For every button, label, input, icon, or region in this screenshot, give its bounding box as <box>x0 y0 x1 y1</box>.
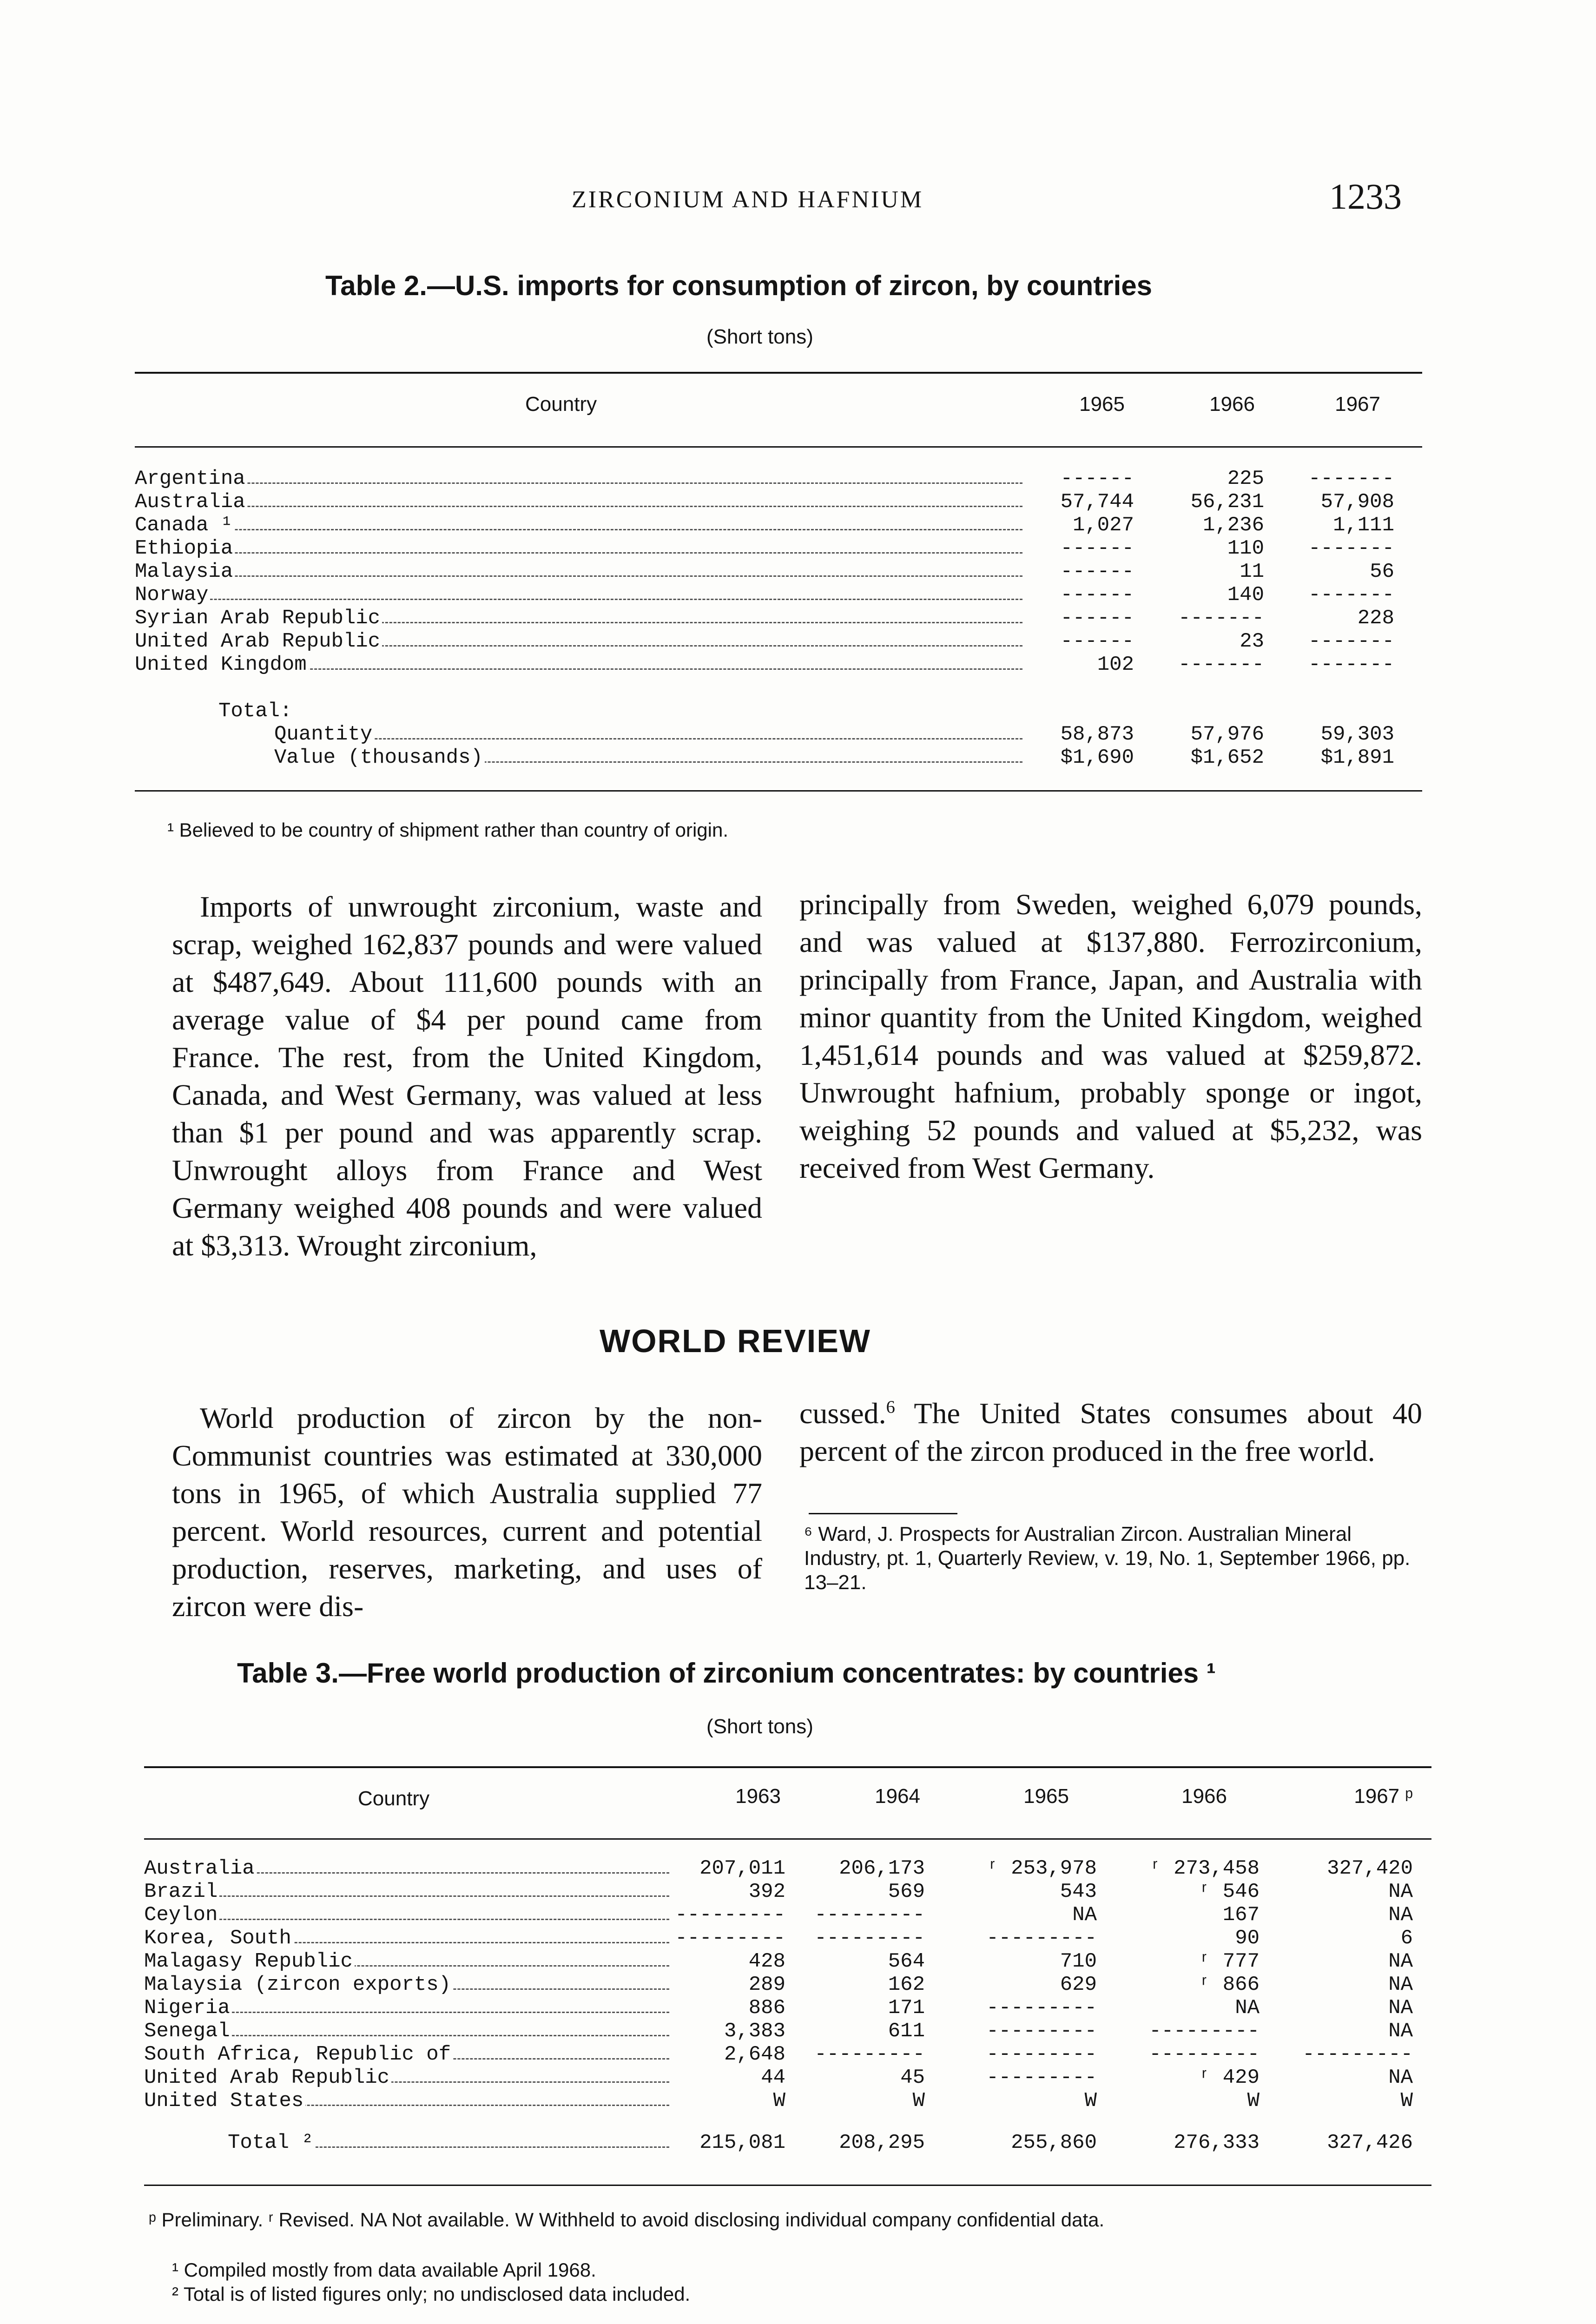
table-row <box>144 1973 1431 1996</box>
table-cell: 3,383 <box>724 2020 785 2043</box>
row-label <box>135 653 1022 676</box>
row-label-text: South Africa, Republic of <box>144 2043 453 2066</box>
table-row <box>144 2043 1431 2066</box>
row-label <box>144 2043 669 2066</box>
table-cell: ------ <box>1060 607 1134 630</box>
row-label-text: Total ² <box>228 2131 316 2154</box>
table-cell: 710 <box>1060 1950 1097 1973</box>
table-cell: 206,173 <box>839 1857 925 1880</box>
body-right-paragraph: principally from Sweden, weighed 6,079 pounds, and was valued at $137,880. Ferrozirconium, principally from France, Japan, and Australia with minor quantity from the United Kingdom, weighed 1,451,614 pounds and was valued at $259,872. Unwrought hafnium, probably sponge or ingot, weighing 52 pounds and valued at $5,232, was received from West Germany. <box>799 888 1422 1184</box>
row-label-text: Nigeria <box>144 1996 232 2020</box>
table-cell: 57,908 <box>1320 490 1394 514</box>
row-label <box>135 537 1022 560</box>
table2-header-rule <box>135 446 1422 448</box>
table-cell: 228 <box>1357 607 1394 630</box>
row-label-text: Argentina <box>135 467 247 490</box>
table-row <box>135 653 1422 676</box>
table-cell: $1,690 <box>1060 746 1134 769</box>
row-label-text: Malaysia <box>135 560 235 583</box>
row-label-text: Malagasy Republic <box>144 1950 355 1973</box>
world-review-right-start: cussed. <box>799 1397 886 1430</box>
table-cell: 564 <box>888 1950 925 1973</box>
table-cell: 886 <box>748 1996 785 2020</box>
table-cell: ------- <box>1178 607 1264 630</box>
table-cell: 167 <box>1222 1903 1260 1927</box>
table-cell: --------- <box>986 2043 1097 2066</box>
table-cell: 569 <box>888 1880 925 1903</box>
table-cell: 289 <box>748 1973 785 1996</box>
table-cell: NA <box>1388 2066 1413 2089</box>
table-cell: 59,303 <box>1320 723 1394 746</box>
row-label <box>135 630 1022 653</box>
table-cell: --------- <box>675 1903 785 1927</box>
row-label <box>135 583 1022 607</box>
table-cell: $1,652 <box>1190 746 1264 769</box>
table-cell: 392 <box>748 1880 785 1903</box>
row-label-text: Ethiopia <box>135 537 235 560</box>
row-label-text: Australia <box>135 490 247 514</box>
table-cell: ʳ 866 <box>1198 1973 1260 1996</box>
table-cell: 543 <box>1060 1880 1097 1903</box>
row-label <box>144 1996 669 2020</box>
table-cell: 45 <box>900 2066 925 2089</box>
table3-title: Table 3.—Free world production of zirconium concentrates: by countries ¹ <box>237 1657 1216 1689</box>
table-row <box>135 467 1422 490</box>
row-label <box>135 490 1022 514</box>
row-label-text: United Arab Republic <box>144 2066 391 2089</box>
table-cell: --------- <box>986 2066 1097 2089</box>
table-cell: 162 <box>888 1973 925 1996</box>
row-label-text: Canada ¹ <box>135 514 235 537</box>
table-row <box>135 560 1422 583</box>
table-row <box>144 1996 1431 2020</box>
table-cell: 56,231 <box>1190 490 1264 514</box>
world-review-left-text: World production of zircon by the non-Communist countries was estimated at 330,000 tons in 1965, of which Australia supplied 77 percent. World resources, current and potential production, reserves, marketing, and uses of zircon were dis- <box>172 1401 762 1623</box>
total-heading <box>135 700 1422 723</box>
table-cell: NA <box>1072 1903 1097 1927</box>
row-label-text: Syrian Arab Republic <box>135 607 382 630</box>
row-label <box>144 2020 669 2043</box>
row-label-text: Brazil <box>144 1880 219 1903</box>
table-cell: --------- <box>1302 2043 1413 2066</box>
row-label <box>144 1880 669 1903</box>
row-label <box>228 2131 669 2154</box>
table-cell: 1,111 <box>1332 514 1394 537</box>
table-cell: ʳ 429 <box>1198 2066 1260 2089</box>
table3-footnote-2: ² Total is of listed figures only; no undisclosed data included. <box>172 2283 691 2305</box>
table-cell: 171 <box>888 1996 925 2020</box>
table-cell: 207,011 <box>699 1857 785 1880</box>
running-title: ZIRCONIUM AND HAFNIUM <box>572 186 924 213</box>
page-number: 1233 <box>1329 176 1402 217</box>
table-cell: 140 <box>1227 583 1264 607</box>
row-label <box>144 1857 669 1880</box>
table-cell: W <box>912 2089 925 2113</box>
table2-unit: (Short tons) <box>706 325 813 348</box>
table3-col-1967: 1967 ᵖ <box>1354 1785 1413 1808</box>
table3-col-1965: 1965 <box>1023 1785 1069 1808</box>
table-cell: ------- <box>1178 653 1264 676</box>
table-cell: ------- <box>1308 653 1394 676</box>
table-cell: ------ <box>1060 583 1134 607</box>
table-cell: --------- <box>1149 2043 1260 2066</box>
table-cell: NA <box>1388 1950 1413 1973</box>
table-cell: NA <box>1235 1996 1260 2020</box>
table-row <box>135 537 1422 560</box>
table-row <box>144 1880 1431 1903</box>
row-label-text: Senegal <box>144 2020 232 2043</box>
footnote-ref-6: 6 <box>886 1397 895 1417</box>
table3-col-1963: 1963 <box>735 1785 781 1808</box>
table-cell: 225 <box>1227 467 1264 490</box>
table-cell: 629 <box>1060 1973 1097 1996</box>
table-cell: ------ <box>1060 630 1134 653</box>
table-cell: W <box>1247 2089 1260 2113</box>
row-label-text: United Kingdom <box>135 653 309 676</box>
row-label-text: Korea, South <box>144 1927 293 1950</box>
table-cell: 102 <box>1097 653 1134 676</box>
row-label-text: Australia <box>144 1857 257 1880</box>
table-cell: 611 <box>888 2020 925 2043</box>
row-label <box>144 1950 669 1973</box>
table-cell: W <box>1400 2089 1413 2113</box>
table-row <box>144 2066 1431 2089</box>
table-row <box>135 490 1422 514</box>
reference-rule <box>809 1513 957 1514</box>
table2-col-1966: 1966 <box>1209 393 1255 416</box>
table-row <box>144 1857 1431 1880</box>
table-row <box>135 514 1422 537</box>
table-cell: ʳ 777 <box>1198 1950 1260 1973</box>
table3-bottom-rule <box>144 2185 1431 2186</box>
table-cell: 428 <box>748 1950 785 1973</box>
table-cell: 1,027 <box>1072 514 1134 537</box>
table-cell: ------- <box>1308 630 1394 653</box>
table2-col-1965: 1965 <box>1079 393 1125 416</box>
table-cell: --------- <box>986 1927 1097 1950</box>
row-label <box>144 1903 669 1927</box>
table-cell: 44 <box>761 2066 785 2089</box>
row-label <box>274 746 1022 769</box>
table3-header-rule <box>144 1838 1431 1840</box>
table-cell: 23 <box>1240 630 1264 653</box>
row-label <box>144 2066 669 2089</box>
table-cell: --------- <box>986 1996 1097 2020</box>
row-label <box>144 2089 669 2113</box>
table-cell: 57,744 <box>1060 490 1134 514</box>
table-row <box>135 630 1422 653</box>
table-cell: --------- <box>986 2020 1097 2043</box>
row-label-text: Value (thousands) <box>274 746 485 769</box>
table2-top-rule <box>135 372 1422 374</box>
table-cell: --------- <box>814 1903 925 1927</box>
table-cell: NA <box>1388 2020 1413 2043</box>
row-label <box>144 1927 669 1950</box>
table3-footnote-1: ¹ Compiled mostly from data available April 1968. <box>172 2259 596 2281</box>
row-label-text: Malaysia (zircon exports) <box>144 1973 453 1996</box>
table-cell: 6 <box>1400 1927 1413 1950</box>
table-cell: ------ <box>1060 467 1134 490</box>
table-cell: W <box>773 2089 785 2113</box>
table3-col-1966: 1966 <box>1181 1785 1227 1808</box>
table-cell: 11 <box>1240 560 1264 583</box>
table-cell: --------- <box>814 1927 925 1950</box>
table-cell: 215,081 <box>699 2131 785 2154</box>
world-review-left-paragraph <box>172 1399 762 1625</box>
world-review-heading: WORLD REVIEW <box>600 1323 871 1359</box>
total-label: Total: <box>218 700 292 723</box>
row-label-text: United States <box>144 2089 305 2113</box>
table-cell: ʳ 253,978 <box>986 1857 1097 1880</box>
row-label-text: Ceylon <box>144 1903 219 1927</box>
table-cell: 255,860 <box>1011 2131 1097 2154</box>
world-review-right-paragraph <box>799 1394 1422 1470</box>
table-cell: NA <box>1388 1996 1413 2020</box>
table-cell: 90 <box>1235 1927 1260 1950</box>
body-left-paragraph <box>172 888 762 1264</box>
table-row <box>135 583 1422 607</box>
table3-col-country: Country <box>358 1787 430 1810</box>
table-row <box>144 1950 1431 1973</box>
table-cell: --------- <box>814 2043 925 2066</box>
table3-unit: (Short tons) <box>706 1715 813 1738</box>
table3-col-1964: 1964 <box>875 1785 920 1808</box>
table-cell: ------- <box>1308 537 1394 560</box>
row-label <box>144 1973 669 1996</box>
row-label <box>135 467 1022 490</box>
table-cell: 327,420 <box>1327 1857 1413 1880</box>
table2-col-1967: 1967 <box>1335 393 1380 416</box>
row-label <box>135 607 1022 630</box>
table3-top-rule <box>144 1766 1431 1768</box>
table-cell: --------- <box>675 1927 785 1950</box>
total-row <box>135 746 1422 769</box>
table-cell: 276,333 <box>1174 2131 1260 2154</box>
table-row <box>144 2089 1431 2113</box>
reference-6: ⁶ Ward, J. Prospects for Australian Zircon. Australian Mineral Industry, pt. 1, Quarterly Review, v. 19, No. 1, September 1966, pp. 13–21. <box>804 1523 1411 1594</box>
table2-body <box>135 467 1422 769</box>
table-cell: ------ <box>1060 560 1134 583</box>
table-cell: 2,648 <box>724 2043 785 2066</box>
table-cell: NA <box>1388 1973 1413 1996</box>
table-row <box>144 1903 1431 1927</box>
row-label-text: Quantity <box>274 723 374 746</box>
table-cell: $1,891 <box>1320 746 1394 769</box>
table-cell: 110 <box>1227 537 1264 560</box>
table-cell: 1,236 <box>1202 514 1264 537</box>
table-cell: ʳ 273,458 <box>1149 1857 1260 1880</box>
table3-body <box>144 1857 1431 2154</box>
table-cell: ------- <box>1308 583 1394 607</box>
table-cell: 57,976 <box>1190 723 1264 746</box>
table2-bottom-rule <box>135 790 1422 792</box>
row-label <box>135 514 1022 537</box>
world-review-right-end: The United States consumes about 40 percent of the zircon produced in the free world. <box>799 1397 1422 1467</box>
table-cell: --------- <box>1149 2020 1260 2043</box>
table-cell: ------ <box>1060 537 1134 560</box>
total-row <box>135 723 1422 746</box>
table2-footnote: ¹ Believed to be country of shipment rather than country of origin. <box>167 819 728 841</box>
table2-col-country: Country <box>525 393 597 416</box>
table-cell: 208,295 <box>839 2131 925 2154</box>
table-cell: 327,426 <box>1327 2131 1413 2154</box>
table-cell: W <box>1084 2089 1097 2113</box>
table-row <box>144 1927 1431 1950</box>
body-left-text: Imports of unwrought zirconium, waste and scrap, weighed 162,837 pounds and were valued at $487,649. About 111,600 pounds with an average value of $4 per pound came from France. The rest, from the United Kingdom, Canada, and West Germany, was valued at less than $1 per pound and was apparently scrap. Unwrought alloys from France and West Germany weighed 408 pounds and were valued at $3,313. Wrought zirconium, <box>172 890 762 1262</box>
table-cell: 58,873 <box>1060 723 1134 746</box>
row-label-text: United Arab Republic <box>135 630 382 653</box>
table-cell: NA <box>1388 1880 1413 1903</box>
total-row <box>144 2131 1431 2154</box>
table2-title: Table 2.—U.S. imports for consumption of zircon, by countries <box>325 270 1153 301</box>
table-row <box>135 607 1422 630</box>
table-cell: ------- <box>1308 467 1394 490</box>
table-cell: 56 <box>1370 560 1394 583</box>
table-row <box>144 2020 1431 2043</box>
row-label-text: Norway <box>135 583 210 607</box>
row-label <box>274 723 1022 746</box>
table-cell: NA <box>1388 1903 1413 1927</box>
row-label <box>135 560 1022 583</box>
table3-legend: ᵖ Preliminary. ʳ Revised. NA Not available. W Withheld to avoid disclosing individual company confidential data. <box>149 2209 1105 2231</box>
table-cell: ʳ 546 <box>1198 1880 1260 1903</box>
